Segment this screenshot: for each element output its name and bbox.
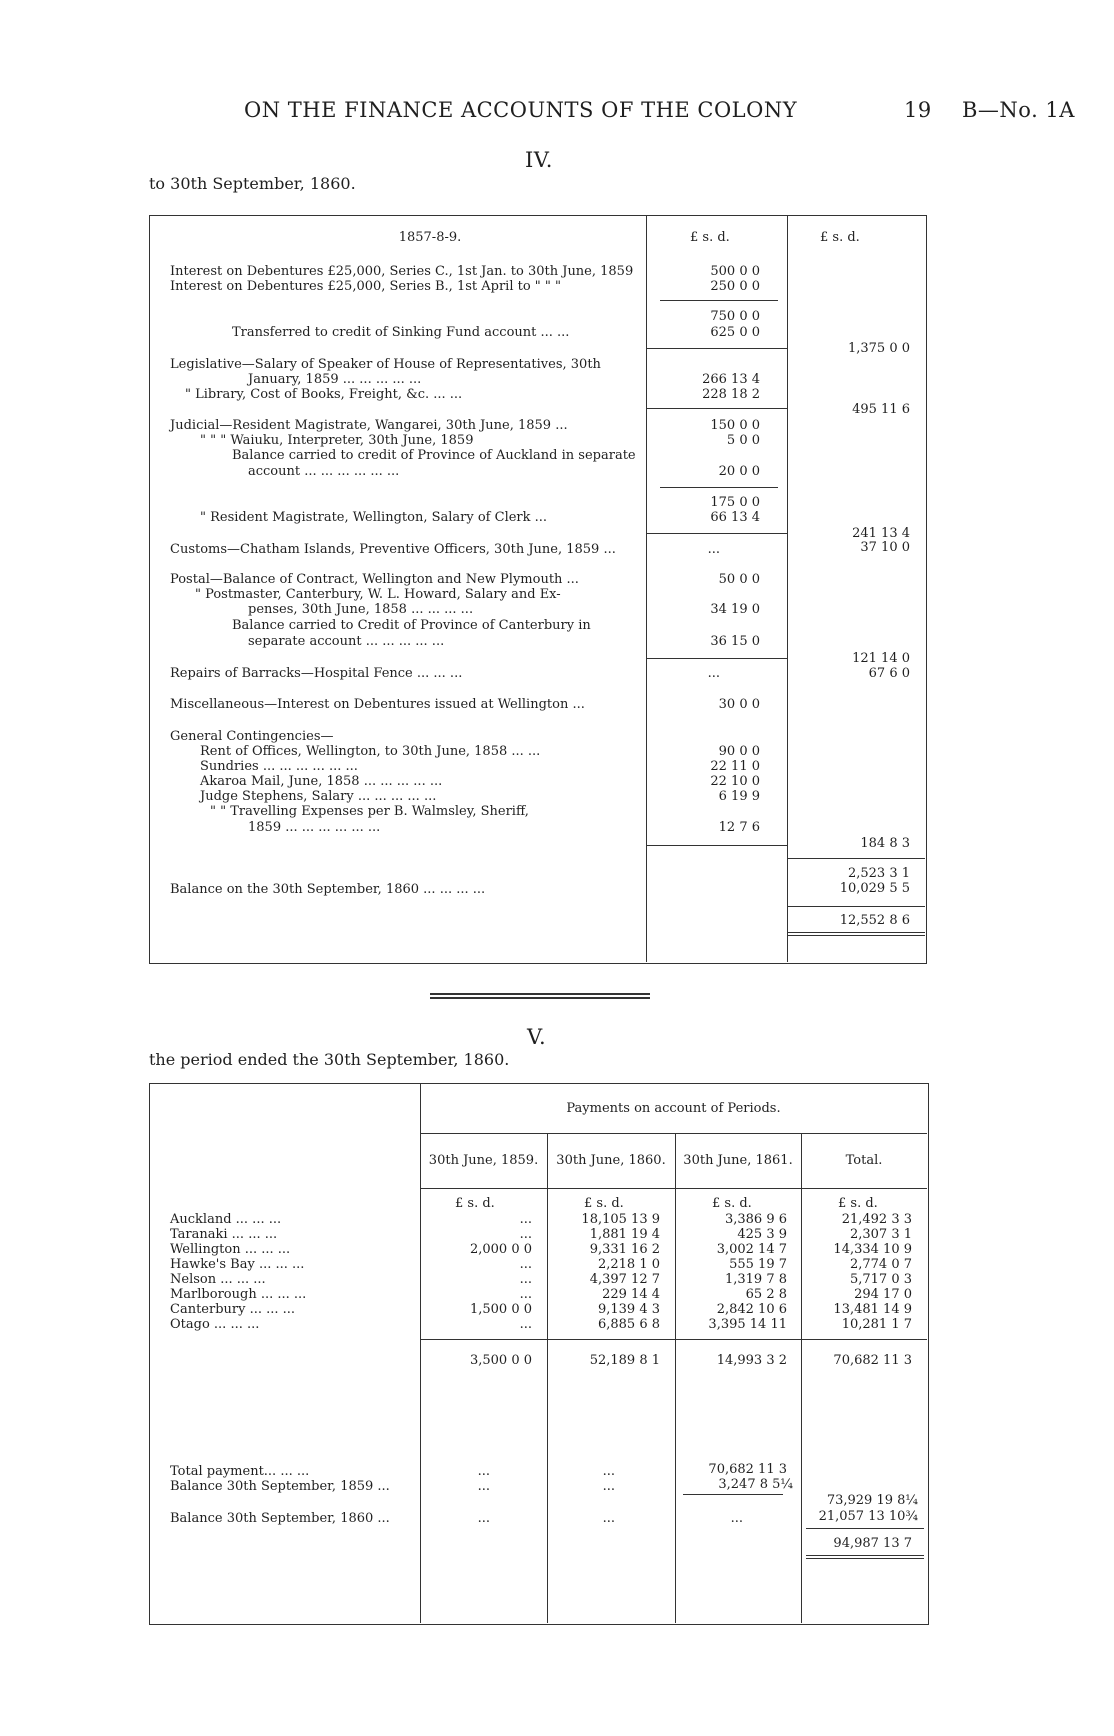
subtotal-rule — [646, 533, 787, 534]
line-text: " Library, Cost of Books, Freight, &c. ... ... — [185, 387, 463, 402]
line-text: Transferred to credit of Sinking Fund account ... ... — [232, 325, 570, 340]
line-text: Sundries ... ... ... ... ... ... — [200, 759, 358, 774]
line-total: 37 10 0 — [860, 540, 910, 555]
line-text: Rent of Offices, Wellington, to 30th June, 1858 ... ... — [200, 744, 541, 759]
summary-c4: 73,929 19 8¼ — [826, 1493, 918, 1508]
line-text: Legislative—Salary of Speaker of House of Representatives, 30th — [170, 357, 601, 372]
line-text: penses, 30th June, 1858 ... ... ... ... — [248, 602, 474, 617]
line-text: Customs—Chatham Islands, Preventive Officers, 30th June, 1859 ... — [170, 542, 616, 557]
line-text: Akaroa Mail, June, 1858 ... ... ... ... ... — [200, 774, 443, 789]
line-amount: ... — [707, 666, 720, 681]
summary-label: Total payment... ... ... — [170, 1464, 310, 1479]
line-text: Balance carried to credit of Province of Auckland in separate — [232, 448, 636, 463]
payments-group-header: Payments on account of Periods. — [566, 1101, 781, 1116]
page-number: 19 — [904, 98, 932, 122]
line-text: separate account ... ... ... ... ... — [248, 634, 445, 649]
header-rule — [420, 1188, 927, 1189]
totals-c4: 70,682 11 3 — [833, 1353, 912, 1368]
line-text: Interest on Debentures £25,000, Series B., 1st April to " " " — [170, 279, 562, 294]
summary-label: Balance 30th September, 1860 ... — [170, 1511, 390, 1526]
unit-head: £ s. d. — [838, 1196, 878, 1211]
province-c3: 555 19 7 — [729, 1257, 787, 1272]
line-text: account ... ... ... ... ... ... — [248, 464, 400, 479]
line-amount: 12 7 6 — [718, 820, 760, 835]
province-c4: 2,774 0 7 — [849, 1257, 912, 1272]
subtotal-rule — [683, 1494, 783, 1495]
summary-c1: ... — [477, 1479, 490, 1494]
province-name: Marlborough ... ... ... — [170, 1287, 307, 1302]
section-iv-period: to 30th September, 1860. — [149, 174, 356, 193]
divider — [787, 215, 788, 962]
province-name: Canterbury ... ... ... — [170, 1302, 296, 1317]
subtotal-rule — [646, 658, 787, 659]
total-rule — [787, 858, 925, 859]
line-amount: 36 15 0 — [710, 634, 760, 649]
totals-c3: 14,993 3 2 — [716, 1353, 787, 1368]
line-amount: 5 0 0 — [726, 433, 760, 448]
totals-c1: 3,500 0 0 — [469, 1353, 532, 1368]
province-c4: 14,334 10 9 — [833, 1242, 912, 1257]
line-text: Repairs of Barracks—Hospital Fence ... ... ... — [170, 666, 463, 681]
province-name: Wellington ... ... ... — [170, 1242, 291, 1257]
subtotal-rule — [660, 487, 778, 488]
line-amount: 66 13 4 — [710, 510, 760, 525]
summary-c2: ... — [602, 1511, 615, 1526]
subtotal-rule — [646, 408, 787, 409]
summary-c2: ... — [602, 1479, 615, 1494]
line-amount: 34 19 0 — [710, 602, 760, 617]
section-separator — [430, 993, 650, 999]
grand-total-double-rule — [787, 932, 925, 936]
summary-c1: ... — [477, 1464, 490, 1479]
line-text: Judge Stephens, Salary ... ... ... ... ... — [200, 789, 437, 804]
province-c4: 10,281 1 7 — [841, 1317, 912, 1332]
line-total: 495 11 6 — [852, 402, 910, 417]
province-c3: 2,842 10 6 — [716, 1302, 787, 1317]
summary-c3: ... — [730, 1511, 743, 1526]
province-name: Hawke's Bay ... ... ... — [170, 1257, 305, 1272]
province-name: Taranaki ... ... ... — [170, 1227, 278, 1242]
balance-line-text: Balance on the 30th September, 1860 ... ... ... ... — [170, 882, 486, 897]
totals-c2: 52,189 8 1 — [589, 1353, 660, 1368]
line-text: " " Travelling Expenses per B. Walmsley, Sheriff, — [210, 804, 529, 819]
line-amount: 250 0 0 — [710, 279, 760, 294]
line-amount: 266 13 4 — [702, 372, 760, 387]
line-text: 1859 ... ... ... ... ... ... — [248, 820, 381, 835]
province-c2: 1,881 19 4 — [589, 1227, 660, 1242]
line-amount: ... — [707, 542, 720, 557]
line-total: 2,523 3 1 — [847, 866, 910, 881]
section-iv-numeral: IV. — [525, 148, 553, 172]
line-total: 241 13 4 — [852, 526, 910, 541]
col-head-1861: 30th June, 1861. — [683, 1153, 793, 1168]
balance-line-total: 10,029 5 5 — [839, 881, 910, 896]
line-amount: 6 19 9 — [718, 789, 760, 804]
province-c1: ... — [519, 1272, 532, 1287]
line-text: Balance carried to Credit of Province of Canterbury in — [232, 618, 591, 633]
divider — [646, 215, 647, 962]
province-name: Auckland ... ... ... — [170, 1212, 282, 1227]
page-title: ON THE FINANCE ACCOUNTS OF THE COLONY — [244, 98, 798, 122]
line-text: General Contingencies— — [170, 729, 334, 744]
subtotal-rule — [660, 300, 778, 301]
province-c4: 13,481 14 9 — [833, 1302, 912, 1317]
province-c3: 65 2 8 — [745, 1287, 787, 1302]
province-c3: 1,319 7 8 — [724, 1272, 787, 1287]
province-c2: 9,331 16 2 — [589, 1242, 660, 1257]
col-head-1860: 30th June, 1860. — [556, 1153, 666, 1168]
province-c4: 5,717 0 3 — [849, 1272, 912, 1287]
totals-rule — [420, 1339, 927, 1340]
province-c2: 18,105 13 9 — [581, 1212, 660, 1227]
line-text: " Resident Magistrate, Wellington, Salary of Clerk ... — [200, 510, 548, 525]
grand-total-double-rule — [806, 1555, 924, 1559]
line-text: Interest on Debentures £25,000, Series C., 1st Jan. to 30th June, 1859 — [170, 264, 634, 279]
province-c4: 2,307 3 1 — [849, 1227, 912, 1242]
province-c1: ... — [519, 1287, 532, 1302]
province-c1: ... — [519, 1317, 532, 1332]
unit-head: £ s. d. — [712, 1196, 752, 1211]
total-rule — [787, 906, 925, 907]
province-c4: 21,492 3 3 — [841, 1212, 912, 1227]
col-head-total: Total. — [845, 1153, 883, 1168]
subtotal-rule — [646, 348, 787, 349]
summary-c3: 70,682 11 3 — [708, 1462, 787, 1477]
province-c2: 9,139 4 3 — [597, 1302, 660, 1317]
line-amount: 175 0 0 — [710, 495, 760, 510]
province-c1: ... — [519, 1227, 532, 1242]
line-amount: 500 0 0 — [710, 264, 760, 279]
section-v-period: the period ended the 30th September, 1860. — [149, 1050, 510, 1069]
summary-c3: 3,247 8 5¼ — [718, 1477, 793, 1492]
document-reference: B—No. 1A — [962, 98, 1075, 122]
province-c2: 4,397 12 7 — [589, 1272, 660, 1287]
total-column-head: £ s. d. — [820, 230, 860, 245]
line-text: " Postmaster, Canterbury, W. L. Howard, Salary and Ex- — [195, 587, 561, 602]
section-v-grand-total: 94,987 13 7 — [833, 1536, 912, 1551]
province-c3: 3,002 14 7 — [716, 1242, 787, 1257]
province-c1: 1,500 0 0 — [469, 1302, 532, 1317]
line-text: " " " Waiuku, Interpreter, 30th June, 1859 — [200, 433, 474, 448]
summary-c2: ... — [602, 1464, 615, 1479]
line-text: Miscellaneous—Interest on Debentures issued at Wellington ... — [170, 697, 585, 712]
province-c3: 3,386 9 6 — [724, 1212, 787, 1227]
line-text: Postal—Balance of Contract, Wellington and New Plymouth ... — [170, 572, 579, 587]
section-v-numeral: V. — [527, 1025, 547, 1049]
summary-c1: ... — [477, 1511, 490, 1526]
line-amount: 22 10 0 — [710, 774, 760, 789]
province-c3: 3,395 14 11 — [708, 1317, 787, 1332]
line-amount: 150 0 0 — [710, 418, 760, 433]
line-amount: 625 0 0 — [710, 325, 760, 340]
section-iv-year-heading: 1857-8-9. — [398, 230, 462, 245]
province-name: Nelson ... ... ... — [170, 1272, 266, 1287]
province-c2: 6,885 6 8 — [597, 1317, 660, 1332]
province-c1: ... — [519, 1212, 532, 1227]
line-text: Judicial—Resident Magistrate, Wangarei, 30th June, 1859 ... — [170, 418, 568, 433]
province-c3: 425 3 9 — [737, 1227, 787, 1242]
line-amount: 50 0 0 — [718, 572, 760, 587]
line-total: 121 14 0 — [852, 651, 910, 666]
line-amount: 22 11 0 — [710, 759, 760, 774]
line-total: 184 8 3 — [860, 836, 910, 851]
header-rule — [420, 1133, 927, 1134]
line-amount: 20 0 0 — [718, 464, 760, 479]
province-c1: 2,000 0 0 — [469, 1242, 532, 1257]
subtotal-rule — [646, 845, 787, 846]
col-head-1859: 30th June, 1859. — [428, 1153, 539, 1168]
divider — [547, 1133, 548, 1623]
line-amount: 30 0 0 — [718, 697, 760, 712]
province-c2: 2,218 1 0 — [597, 1257, 660, 1272]
grand-total: 12,552 8 6 — [839, 913, 910, 928]
unit-head: £ s. d. — [584, 1196, 624, 1211]
unit-head: £ s. d. — [455, 1196, 495, 1211]
divider — [801, 1133, 802, 1623]
divider — [675, 1133, 676, 1623]
summary-c4: 21,057 13 10¾ — [818, 1509, 918, 1524]
line-amount: 90 0 0 — [718, 744, 760, 759]
line-total: 67 6 0 — [868, 666, 910, 681]
summary-label: Balance 30th September, 1859 ... — [170, 1479, 390, 1494]
province-c4: 294 17 0 — [854, 1287, 912, 1302]
line-amount: 750 0 0 — [710, 309, 760, 324]
province-c1: ... — [519, 1257, 532, 1272]
line-total: 1,375 0 0 — [847, 341, 910, 356]
total-rule — [806, 1528, 924, 1529]
province-c2: 229 14 4 — [602, 1287, 660, 1302]
amount-column-head: £ s. d. — [690, 230, 730, 245]
province-name: Otago ... ... ... — [170, 1317, 260, 1332]
line-text: January, 1859 ... ... ... ... ... — [248, 372, 422, 387]
line-amount: 228 18 2 — [702, 387, 760, 402]
